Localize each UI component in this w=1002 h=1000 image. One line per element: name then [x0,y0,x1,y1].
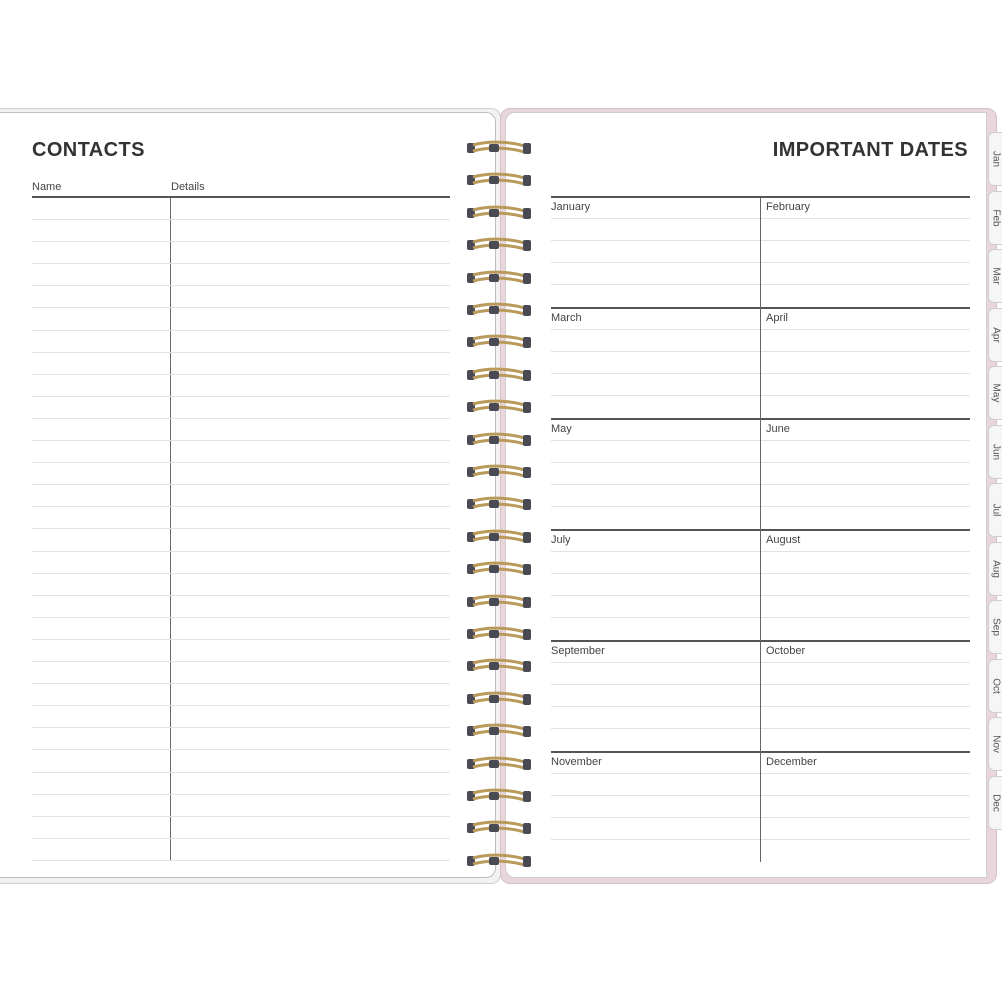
spiral-coil [467,237,533,253]
spiral-coil [467,432,533,448]
month-tab-label: Dec [990,793,1002,812]
spiral-coil [467,691,533,707]
contact-line [32,639,450,640]
month-label-may: May [551,423,572,435]
month-label-february: February [766,201,811,213]
spiral-coil [467,594,533,610]
contact-line [32,749,450,750]
month-tab-label: Jan [990,150,1002,168]
month-tab-label: Sep [990,618,1002,636]
contact-line [32,484,450,485]
spiral-coil [467,334,533,350]
contact-line [32,772,450,773]
month-tab-label: Aug [990,559,1002,578]
month-tab-label: Apr [990,326,1002,343]
contact-line [32,396,450,397]
spiral-coil [467,496,533,512]
month-tab-apr[interactable] [988,308,1002,362]
contacts-title: CONTACTS [32,139,145,161]
contact-line [32,683,450,684]
month-label-december: December [766,756,817,768]
contact-line [32,838,450,839]
spiral-coil [467,853,533,869]
month-label-september: September [551,645,605,657]
month-tab-jul[interactable] [988,483,1002,537]
spiral-coil [467,561,533,577]
spiral-coil [467,723,533,739]
contact-line [32,551,450,552]
month-label-july: July [551,534,571,546]
contact-line [32,794,450,795]
month-tab-label: Jul [990,503,1002,517]
important-dates-title: IMPORTANT DATES [772,139,968,161]
contact-line [32,573,450,574]
contact-line [32,860,450,861]
month-tab-label: Oct [990,677,1002,694]
contact-line [32,418,450,419]
contact-line [32,617,450,618]
month-tab-aug[interactable] [988,542,1002,596]
column-header-details: Details [171,181,205,193]
month-tab-may[interactable] [988,366,1002,420]
contact-line [32,816,450,817]
month-tab-label: Jun [990,443,1002,460]
column-divider [170,198,171,861]
contact-line [32,352,450,353]
month-label-august: August [766,534,801,546]
spiral-coil [467,399,533,415]
contact-line [32,285,450,286]
important-dates-page [505,112,987,878]
month-tab-feb[interactable] [988,191,1002,245]
contact-line [32,241,450,242]
month-label-april: April [766,312,789,324]
contact-line [32,727,450,728]
month-label-november: November [551,756,602,768]
spiral-coil [467,820,533,836]
month-column-divider [760,198,761,862]
contact-line [32,528,450,529]
month-tab-mar[interactable] [988,249,1002,303]
contact-line [32,219,450,220]
month-tab-label: Mar [990,267,1002,285]
contact-line [32,705,450,706]
month-label-october: October [766,645,806,657]
contact-line [32,595,450,596]
spiral-coil [467,626,533,642]
header-rule [32,196,450,198]
spiral-coil [467,464,533,480]
spiral-coil [467,658,533,674]
month-tab-jun[interactable] [988,425,1002,479]
month-tab-oct[interactable] [988,659,1002,713]
month-tab-jan[interactable] [988,132,1002,186]
column-header-name: Name [32,181,62,193]
spiral-coil [467,140,533,156]
spiral-coil [467,270,533,286]
spiral-coil [467,788,533,804]
month-tab-label: May [990,383,1002,403]
contacts-page [0,112,496,878]
contact-line [32,462,450,463]
contact-line [32,440,450,441]
contact-line [32,330,450,331]
spiral-coil [467,529,533,545]
month-tab-label: Nov [990,735,1002,753]
contact-line [32,263,450,264]
spiral-coil [467,302,533,318]
month-label-june: June [766,423,790,435]
contact-line [32,374,450,375]
month-label-january: January [551,201,591,213]
spiral-coil [467,172,533,188]
month-tab-nov[interactable] [988,717,1002,771]
month-tab-label: Feb [990,208,1002,227]
contact-line [32,661,450,662]
spiral-coil [467,205,533,221]
spiral-coil [467,756,533,772]
spiral-coil [467,367,533,383]
month-label-march: March [551,312,582,324]
contact-line [32,506,450,507]
contact-line [32,307,450,308]
month-tab-dec[interactable] [988,776,1002,830]
month-tab-sep[interactable] [988,600,1002,654]
